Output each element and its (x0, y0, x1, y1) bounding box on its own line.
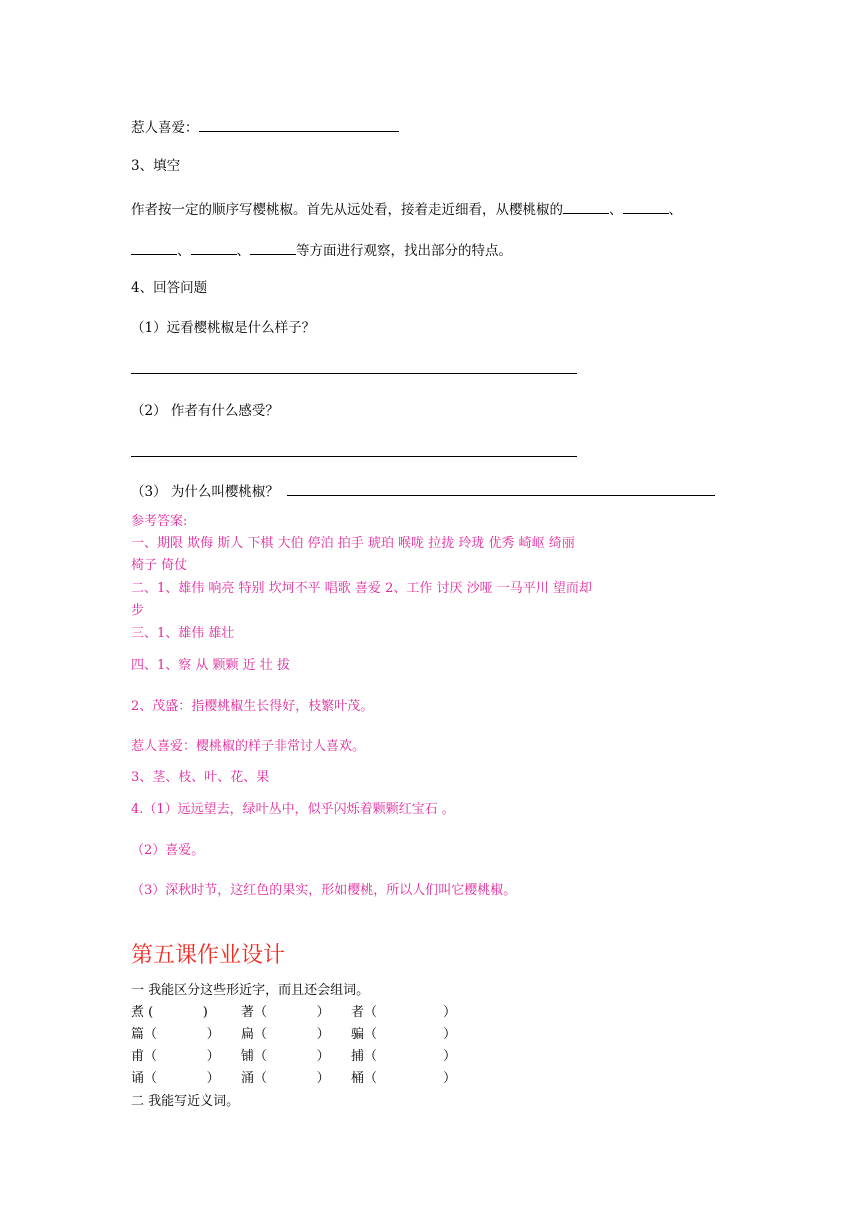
char-cell[interactable]: 篇（ ） (131, 1027, 220, 1042)
section-1-heading: 一 我能区分这些形近字，而且还会组词。 (131, 983, 370, 998)
answer-line: 一、期限 欺侮 斯人 下棋 大伯 停泊 拍手 琥珀 喉咙 拉拢 玲珑 优秀 崎岖 绮丽 (131, 536, 575, 551)
char-cell[interactable]: 骗（ ） (351, 1027, 457, 1042)
answer-line: （3）深秋时节，这红色的果实，形如樱桃，所以人们叫它樱桃椒。 (131, 883, 517, 898)
q3-text: 作者按一定的顺序写樱桃椒。首先从远处看，接着走近细看，从樱桃椒的 (131, 202, 563, 218)
answer-line: 3、茎、枝、叶、花、果 (131, 770, 270, 785)
answer-line: 四、1、察 从 颗颗 近 壮 拔 (131, 658, 290, 673)
answer-line: 步 (131, 603, 145, 618)
answers-heading: 参考答案: (131, 514, 188, 529)
q4-question-3 (131, 481, 715, 501)
q4-question-3-text: （3） 为什么叫樱桃椒？ (131, 484, 279, 500)
recall-question (131, 117, 399, 137)
char-cell[interactable]: 甫（ ） (131, 1049, 220, 1064)
answer-line: 惹人喜爱：樱桃椒的样子非常讨人喜欢。 (131, 739, 366, 754)
q3-tail: 等方面进行观察，找出部分的特点。 (296, 243, 512, 259)
char-cell[interactable]: 捕（ ） (351, 1049, 457, 1064)
char-cell[interactable]: 铺（ ） (241, 1049, 330, 1064)
recall-label: 惹人喜爱： (131, 120, 199, 136)
answer-line: （2）喜爱。 (131, 843, 205, 858)
q3-line1 (131, 199, 682, 219)
answer-line-1[interactable] (131, 373, 577, 374)
char-cell[interactable]: 著（ ） (241, 1005, 330, 1020)
answer-line-3[interactable] (287, 481, 715, 496)
answer-line: 4.（1）远远望去，绿叶丛中，似乎闪烁着颗颗红宝石 。 (131, 802, 455, 817)
separator: 、 (668, 202, 682, 218)
char-cell[interactable]: 诵（ ） (131, 1071, 220, 1086)
q3-line2 (131, 240, 512, 260)
q4-question-1: （1）远看樱桃椒是什么样子？ (131, 320, 316, 336)
q3-heading: 3、填空 (131, 158, 181, 174)
fill-blank-2[interactable] (623, 199, 669, 214)
answer-line: 2、茂盛：指樱桃椒生长得好，枝繁叶茂。 (131, 699, 374, 714)
answer-line-2[interactable] (131, 456, 577, 457)
answer-line: 二、1、雄伟 响亮 特别 坎坷不平 唱歌 喜爱 2、工作 讨厌 沙哑 一马平川 望而却 (131, 581, 592, 596)
separator: 、 (236, 243, 250, 259)
lesson-title: 第五课作业设计 (131, 943, 286, 968)
char-cell[interactable]: 煮 ( ) (131, 1005, 208, 1020)
answer-line: 三、1、雄伟 雄壮 (131, 626, 235, 641)
fill-blank-4[interactable] (191, 240, 237, 255)
fill-blank-3[interactable] (131, 240, 177, 255)
char-cell[interactable]: 桶（ ） (351, 1071, 457, 1086)
separator: 、 (177, 243, 191, 259)
separator: 、 (609, 202, 623, 218)
q4-heading: 4、回答问题 (131, 280, 208, 296)
answer-line: 椅子 倚仗 (131, 558, 188, 573)
q4-question-2: （2） 作者有什么感受？ (131, 403, 279, 419)
char-cell[interactable]: 涌（ ） (241, 1071, 330, 1086)
char-cell[interactable]: 者（ ） (351, 1005, 457, 1020)
fill-blank-5[interactable] (250, 240, 296, 255)
section-2-heading: 二 我能写近义词。 (131, 1094, 240, 1109)
char-cell[interactable]: 扁（ ） (241, 1027, 330, 1042)
recall-answer-blank[interactable] (199, 117, 399, 132)
fill-blank-1[interactable] (563, 199, 609, 214)
